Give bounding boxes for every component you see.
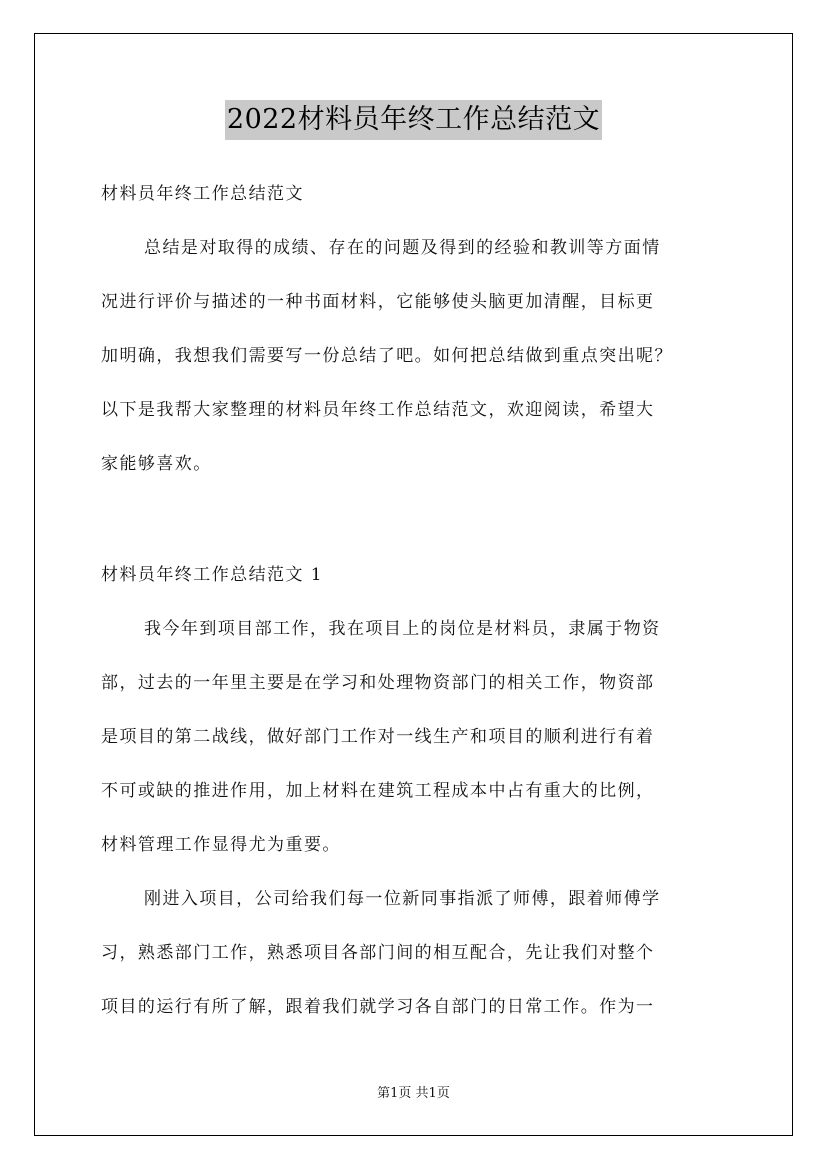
paragraph-line: 项目的运行有所了解，跟着我们就学习各自部门的日常工作。作为一 (101, 997, 655, 1017)
intro-line: 总结是对取得的成绩、存在的问题及得到的经验和教训等方面情 (144, 238, 661, 258)
document-title-block (0, 100, 827, 140)
section-heading: 材料员年终工作总结范文 1 (101, 565, 324, 585)
intro-line: 加明确，我想我们需要写一份总结了吧。如何把总结做到重点突出呢？ (101, 346, 673, 366)
document-title: 2022材料员年终工作总结范文 (225, 100, 602, 140)
page-footer: 第1页 共1页 (377, 1086, 450, 1101)
paragraph-line: 材料管理工作显得尤为重要。 (101, 835, 341, 855)
paragraph-line: 不可或缺的推进作用，加上材料在建筑工程成本中占有重大的比例， (101, 781, 655, 801)
intro-line: 家能够喜欢。 (101, 454, 212, 474)
paragraph-line: 部，过去的一年里主要是在学习和处理物资部门的相关工作，物资部 (101, 673, 655, 693)
subtitle: 材料员年终工作总结范文 (101, 184, 304, 204)
paragraph-line: 是项目的第二战线，做好部门工作对一线生产和项目的顺利进行有着 (101, 727, 655, 747)
paragraph-line: 我今年到项目部工作，我在项目上的岗位是材料员，隶属于物资 (144, 619, 661, 639)
paragraph-line: 习，熟悉部门工作，熟悉项目各部门间的相互配合，先让我们对整个 (101, 943, 655, 963)
paragraph-line: 刚进入项目，公司给我们每一位新同事指派了师傅，跟着师傅学 (144, 889, 661, 909)
intro-line: 以下是我帮大家整理的材料员年终工作总结范文，欢迎阅读，希望大 (101, 400, 655, 420)
intro-line: 况进行评价与描述的一种书面材料，它能够使头脑更加清醒，目标更 (101, 292, 655, 312)
